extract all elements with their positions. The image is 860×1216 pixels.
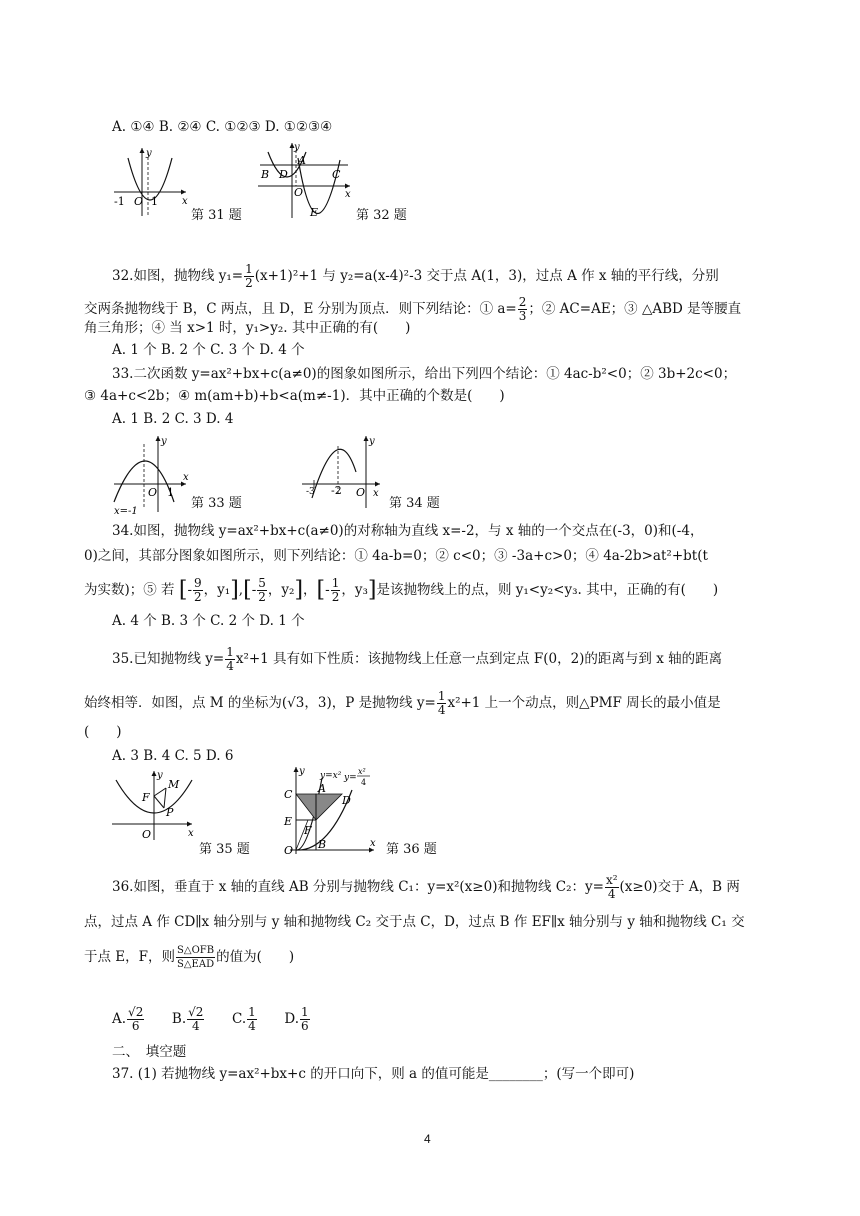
q36-stem-line1: 36.如图，垂直于 x 轴的直线 AB 分别与抛物线 C₁：y=x²(x≥0)和抛物线 C₂：y= $\frac{\text{x²}}{4}$ (x≥0)交于 A，B 两 (112, 873, 740, 901)
fig32-x-label: x (345, 189, 351, 200)
figure-32 (254, 140, 354, 220)
figure-36 (278, 764, 378, 856)
fig33-x-label: x (183, 472, 189, 483)
fig34-neg3: -3 (306, 487, 315, 497)
fig33-one: 1 (167, 486, 174, 499)
q34-caption: 第 34 题 (389, 496, 440, 511)
fig32-point-a: A (298, 154, 306, 167)
q34-options: A. 4 个 B. 3 个 C. 2 个 D. 1 个 (112, 613, 305, 629)
fig36-point-c: C (284, 788, 293, 801)
fig36-point-d: D (342, 794, 351, 807)
page-number: 4 (424, 1132, 431, 1146)
q36-option-c: C. $\frac{1}{4}$ (232, 1005, 256, 1033)
fig36-y-label: y (299, 766, 305, 777)
fig33-axis-label: x=-1 (114, 506, 138, 516)
fig36-curve-c2-num: x² (358, 767, 366, 776)
q34-stem-line1: 34.如图，抛物线 y=ax²+bx+c(a≠0)的对称轴为直线 x=-2，与 x 轴的一个交点在(-3，0)和(-4， (112, 523, 704, 539)
fig36-curve-c2-prefix: y= (344, 773, 357, 783)
fig36-origin: O (284, 844, 294, 856)
fig31-origin: O (134, 195, 144, 208)
fig36-curve-c1: y=x² (320, 771, 342, 781)
q36-options (112, 1006, 311, 1033)
section-heading-fill-in: 二、 填空题 (112, 1044, 187, 1060)
figure-33 (110, 432, 190, 516)
fig36-point-a: A (318, 782, 326, 795)
q36-option-b: B. $\frac{√2}{4}$ (171, 1005, 204, 1033)
fig32-point-b: B (261, 168, 270, 181)
q33-stem-line1: 33.二次函数 y=ax²+bx+c(a≠0)的图象如图所示，给出下列四个结论：① 4ac-b²<0；② 3b+2c<0； (112, 366, 737, 382)
figure-35 (110, 768, 196, 844)
q36-stem-line3: 于点 E，F，则 $\frac{\text{S△OFB}}{\text{S△EAD}}$ 的值为( ) (84, 945, 295, 970)
q32-stem-line3: 角三角形；④ 当 x>1 时，y₁>y₂. 其中正确的有( ) (84, 320, 411, 336)
q32-caption: 第 32 题 (356, 208, 407, 223)
q35-stem-line2: 始终相等．如图，点 M 的坐标为(√3，3)，P 是抛物线 y= $\frac{1}{4}$ x²+1 上一个动点，则△PMF 周长的最小值是 (84, 689, 721, 717)
fig31-x-label: x (182, 196, 188, 207)
q35-options: A. 3 B. 4 C. 5 D. 6 (112, 748, 234, 764)
fig31-y-label: y (146, 148, 152, 159)
q35-stem-line3: ( ) (84, 724, 122, 740)
q36-stem-line2: 点，过点 A 作 CD∥x 轴分别与 y 轴和抛物线 C₂ 交于点 C，D，过点 B 作 EF∥x 轴分别与 y 轴和抛物线 C₁ 交 (84, 914, 745, 930)
fig33-origin: O (148, 486, 158, 499)
q32-stem-line2: 交两条抛物线于 B，C 两点，且 D，E 分别为顶点．则下列结论：① a= $\frac{2}{3}$ ；② AC=AE；③ △ABD 是等腰直 (84, 295, 742, 323)
q33-stem-line2: ③ 4a+c<2b；④ m(am+b)+b<a(m≠-1)．其中正确的个数是( ) (84, 388, 505, 404)
fig31-neg1: -1 (114, 195, 125, 208)
fig35-point-p: P (166, 806, 174, 819)
q36-option-d: D. $\frac{1}{6}$ (284, 1005, 309, 1033)
q34-stem-line3: 为实数)；⑤ 若 [- $\frac{9}{2}$ ，y₁],[- $\frac{5}{2}$ ，y₂]，[- $\frac{1}{2}$ ，y₃]是该抛物线上的点，则 y₁<y₂<y₃. 其中，正确的有( ) (84, 576, 719, 604)
fig36-point-e: E (284, 815, 293, 828)
q36-option-a: A. $\frac{√2}{6}$ (112, 1005, 144, 1033)
fig35-point-f: F (142, 791, 150, 804)
fig36-point-b: B (318, 838, 327, 851)
fig34-x-label: x (373, 488, 379, 499)
q36-caption: 第 36 题 (386, 842, 437, 857)
fig35-origin: O (142, 828, 152, 841)
q32-stem-line1: 32.如图，抛物线 y₁= $\frac{1}{2}$ (x+1)²+1 与 y₂=a(x-4)²-3 交于点 A(1，3)，过点 A 作 x 轴的平行线，分别 (112, 262, 719, 290)
fig35-x-label: x (188, 828, 194, 839)
figure-34 (300, 432, 384, 512)
q37-stem: 37. (1) 若抛物线 y=ax²+bx+c 的开口向下，则 a 的值可能是________；(写一个即可) (112, 1066, 635, 1082)
q33-options: A. 1 B. 2 C. 3 D. 4 (112, 411, 234, 427)
fig34-origin: O (356, 486, 366, 499)
fig34-neg2: -2 (331, 484, 342, 497)
q31-caption: 第 31 题 (191, 208, 242, 223)
fig32-point-c: C (332, 168, 341, 181)
q34-stem-line2: 0)之间，其部分图象如图所示，则下列结论：① 4a-b=0；② c<0；③ -3a+c>0；④ 4a-2b>at²+bt(t (84, 548, 708, 564)
q32-options: A. 1 个 B. 2 个 C. 3 个 D. 4 个 (112, 342, 305, 358)
fig31-one: 1 (151, 195, 158, 208)
fig35-y-label: y (157, 770, 163, 781)
fig36-x-label: x (370, 838, 376, 849)
q31-options: A. ①④ B. ②④ C. ①②③ D. ①②③④ (112, 119, 333, 135)
fig32-point-d: D (279, 168, 288, 181)
fig36-point-f: F (304, 824, 312, 837)
fig34-y-label: y (369, 436, 375, 447)
fig32-origin: O (294, 186, 304, 199)
q35-stem-line1: 35.已知抛物线 y= $\frac{1}{4}$ x²+1 具有如下性质：该抛物线上任意一点到定点 F(0，2)的距离与到 x 轴的距离 (112, 645, 723, 673)
fig35-point-m: M (168, 778, 180, 791)
figure-31 (110, 144, 190, 220)
fig36-curve-c2-den: 4 (361, 778, 367, 787)
q33-caption: 第 33 题 (191, 496, 242, 511)
fig33-y-label: y (161, 436, 167, 447)
q35-caption: 第 35 题 (199, 842, 250, 857)
fig32-point-e: E (310, 206, 319, 219)
fig32-y-label: y (294, 142, 300, 153)
